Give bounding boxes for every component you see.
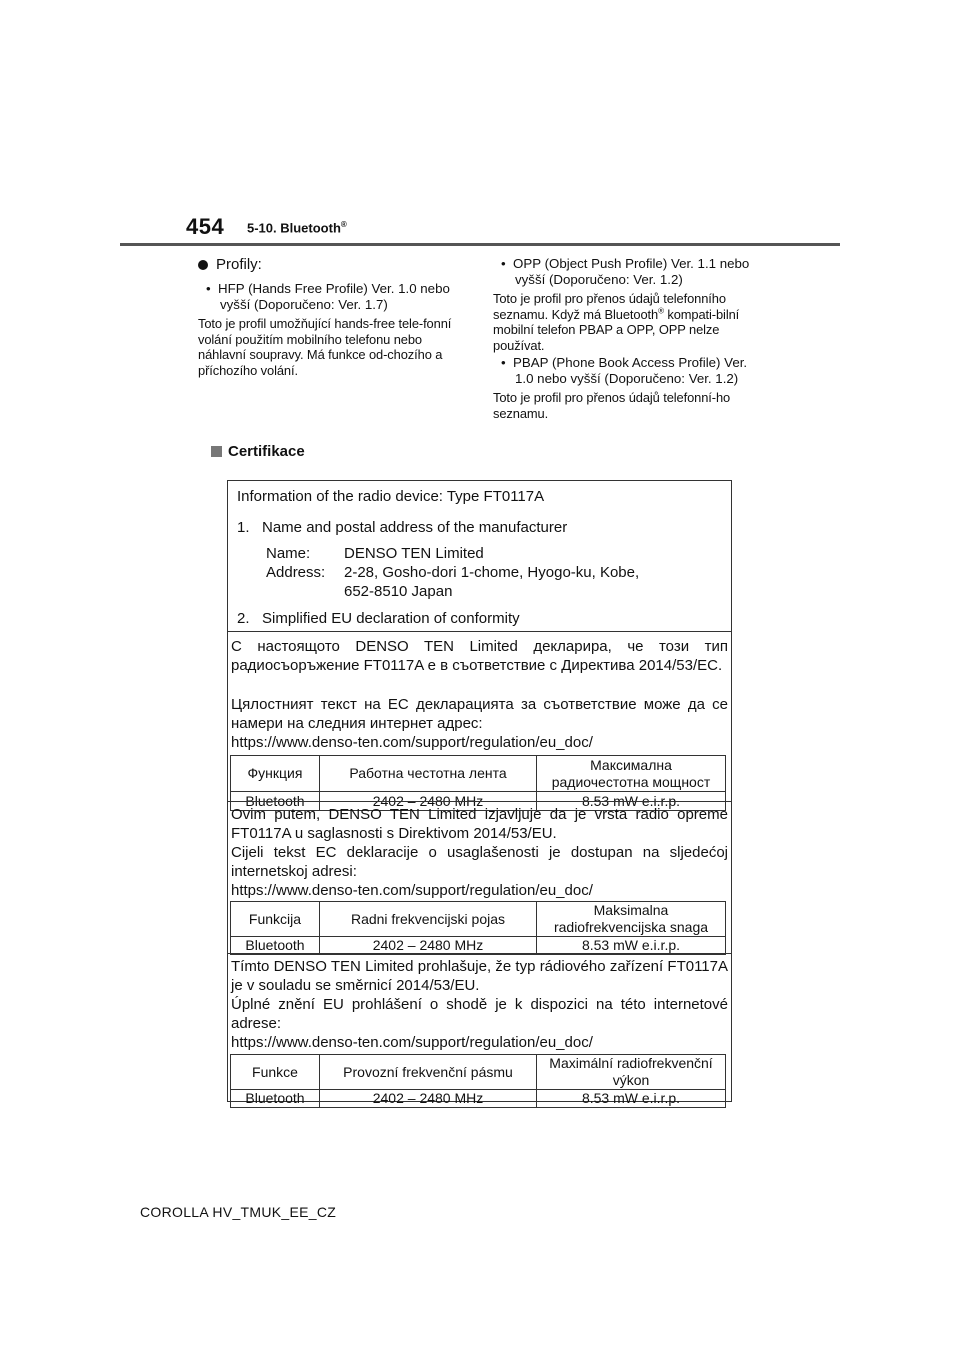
table-cell: 8.53 mW e.i.r.p. (537, 937, 726, 955)
table-cell: Работна честотна лента (320, 756, 537, 792)
info-title: Information of the radio device: Type FT0117A (237, 488, 545, 505)
left-column (198, 256, 468, 378)
opp-desc-b: kompati-bilní mobilní telefon PBAP a OPP, OPP nelze používat. (493, 306, 740, 353)
table-row (231, 1090, 726, 1108)
table-cell: Bluetooth (231, 1090, 320, 1108)
address-line-1: 2-28, Gosho-dori 1-chome, Hyogo-ku, Kobe, (344, 564, 640, 581)
table-cell: 2402 – 2480 MHz (320, 1090, 537, 1108)
table-cell: Максимална радиочестотна мощност (537, 756, 726, 792)
hfp-description: Toto je profil umožňující hands-free tele-fonní volání použitím mobilního telefonu nebo náhlavní soupravy. Má funkce od-chozího a příchozího volání. (198, 316, 452, 378)
pbap-description: Toto je profil pro přenos údajů telefonní-ho seznamu. (493, 390, 731, 421)
table-cell: 8.53 mW e.i.r.p. (537, 1090, 726, 1108)
cz-url[interactable]: https://www.denso-ten.com/support/regulation/eu_doc/ (231, 1034, 593, 1051)
opp-bullet-text: OPP (Object Push Profile) Ver. 1.1 nebo vyšší (Doporučeno: Ver. 1.2) (513, 256, 750, 287)
table-cell: Maksimalna radiofrekvencijska snaga (537, 902, 726, 937)
pbap-bullet-text: PBAP (Phone Book Access Profile) Ver. 1.0 nebo vyšší (Doporučeno: Ver. 1.2) (513, 355, 748, 387)
bg-declaration: С настоящото DENSO TEN Limited декларира, че този тип радиосъоръжение FT0117A е в съответствие с Директива 2014/53/EC. (231, 638, 728, 674)
opp-desc-a: Toto je profil pro přenos údajů telefonního seznamu. Když má Bluetooth (493, 291, 726, 322)
table-cell: 2402 – 2480 MHz (320, 937, 537, 955)
table-cell: Bluetooth (231, 792, 320, 811)
croatian-section (228, 801, 731, 953)
opp-bullet: • OPP (Object Push Profile) Ver. 1.1 nebo vyšší (Doporučeno: Ver. 1.2) (501, 256, 750, 287)
bg-url[interactable]: https://www.denso-ten.com/support/regulation/eu_doc/ (231, 734, 593, 751)
registered-mark: ® (658, 306, 664, 316)
footer-model: COROLLA HV_TMUK_EE_CZ (140, 1204, 337, 1220)
table-cell: Bluetooth (231, 937, 320, 955)
cz-declaration: Tímto DENSO TEN Limited prohlašuje, že typ rádiového zařízení FT0117A je v souladu se směrnicí 2014/53/EU. (231, 958, 728, 994)
hr-table (230, 901, 726, 955)
chapter-label: 5-10. Bluetooth (247, 220, 341, 236)
cz-declaration-2: Úplné znění EU prohlášení o shodě je k dispozici na této internetové adrese: (231, 996, 728, 1032)
item-1: 1. Name and postal address of the manufacturer (237, 519, 568, 536)
table-row (231, 1055, 726, 1090)
profiles-heading (198, 256, 468, 273)
hr-url[interactable]: https://www.denso-ten.com/support/regulation/eu_doc/ (231, 882, 593, 899)
page-number: 454 (186, 214, 225, 239)
bulgarian-section (228, 631, 731, 809)
name-value: DENSO TEN Limited (344, 545, 484, 562)
table-cell: Radni frekvencijski pojas (320, 902, 537, 937)
table-cell: Provozní frekvenční pásmu (320, 1055, 537, 1090)
square-bullet-icon (211, 446, 222, 457)
table-row (231, 756, 726, 792)
profiles-heading-text: Profily: (216, 256, 262, 273)
hr-declaration-2: Cijeli tekst EC deklaracije o usaglašenosti je dostupan na sljedećoj internetskoj adresi: (231, 844, 728, 880)
table-row (231, 902, 726, 937)
bg-declaration-2: Цялостният текст на ЕС декларацията за съответствие може да се намери на следния интернет адрес: (231, 696, 728, 732)
certification-heading-text: Certifikace (228, 443, 305, 460)
certification-heading (211, 443, 305, 460)
hfp-bullet-text: HFP (Hands Free Profile) Ver. 1.0 nebo vyšší (Doporučeno: Ver. 1.7) (218, 281, 450, 312)
table-cell: 8.53 mW e.i.r.p. (537, 792, 726, 811)
table-cell: Функция (231, 756, 320, 792)
certification-box (227, 480, 732, 1106)
czech-section (228, 953, 731, 1106)
cz-table (230, 1054, 726, 1108)
manufacturer-section (228, 481, 731, 631)
address-label: Address: (266, 564, 326, 581)
table-cell: Funkce (231, 1055, 320, 1090)
table-cell: Maximální radiofrekvenční výkon (537, 1055, 726, 1090)
hfp-bullet: • HFP (Hands Free Profile) Ver. 1.0 nebo vyšší (Doporučeno: Ver. 1.7) (206, 281, 450, 312)
pbap-bullet: • PBAP (Phone Book Access Profile) Ver. 1.0 nebo vyšší (Doporučeno: Ver. 1.2) (501, 355, 748, 387)
registered-mark: ® (340, 220, 347, 229)
header-divider (120, 243, 840, 246)
chapter-title (247, 220, 347, 235)
name-label: Name: (266, 545, 311, 562)
table-cell: 2402 – 2480 MHz (320, 792, 537, 811)
bullet-dot-icon (198, 260, 208, 270)
right-column (493, 256, 768, 422)
hr-declaration: Ovim putem, DENSO TEN Limited izjavljuje da je vrsta radio opreme FT0117A u saglasnosti s Direktivom 2014/53/EU. (231, 806, 728, 842)
table-row (231, 937, 726, 955)
item-2: 2. Simplified EU declaration of conformity (237, 610, 520, 627)
opp-description (493, 291, 768, 353)
address-line-2: 652-8510 Japan (344, 583, 453, 600)
table-cell: Funkcija (231, 902, 320, 937)
